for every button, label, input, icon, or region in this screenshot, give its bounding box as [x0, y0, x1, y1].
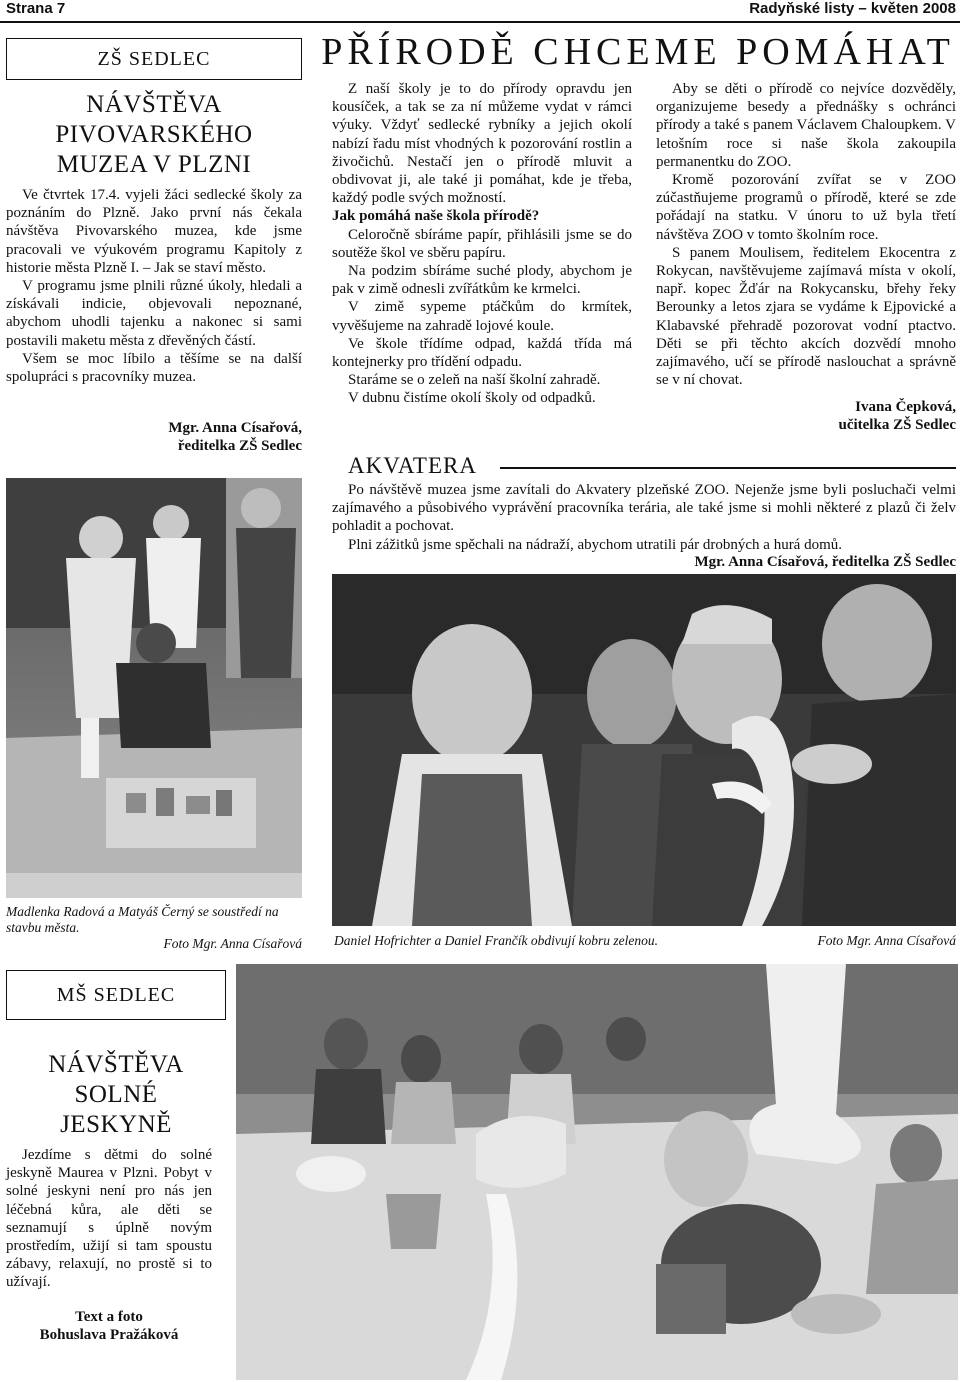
salt-cave-credit-line: Bohuslava Pražáková: [39, 1327, 179, 1343]
museum-photo: [6, 478, 302, 898]
salt-cave-body: [6, 1146, 212, 1292]
snake-photo-credit: Foto Mgr. Anna Císařová: [817, 933, 956, 948]
salt-cave-title-line: JESKYNĚ: [60, 1111, 172, 1138]
museum-signature-name: Mgr. Anna Císařová,: [168, 420, 302, 436]
ms-sedlec-label-box: [6, 970, 226, 1020]
salt-cave-title-line: NÁVŠTĚVA: [48, 1051, 184, 1078]
page-number: Strana 7: [6, 0, 66, 17]
nature-paragraph: V dubnu čistíme okolí školy od odpadků.: [348, 390, 596, 407]
nature-paragraph: Kromě pozorování zvířat se v ZOO zúčastňujeme programů o přírodě, které se zde pořádají na statku. V únoru to už byla třetí návštěva ZOO v tomto školním roce.: [656, 172, 956, 243]
nature-signature-name: Ivana Čepková,: [855, 399, 956, 415]
museum-title-line: MUZEA V PLZNI: [56, 151, 252, 178]
ms-sedlec-label: MŠ SEDLEC: [56, 983, 176, 1006]
nature-paragraph: Aby se děti o přírodě co nejvíce dozvěděly, organizujeme besedy a přednášky s ochránci přírody a také s panem Václavem Chaloupkem. V letošním roce si naše škola zakoupila permanentku do ZOO.: [656, 81, 956, 170]
akvatera-heading: AKVATERA: [348, 453, 477, 478]
museum-caption-text: Madlenka Radová a Matyáš Černý se soustředí na stavbu města.: [6, 904, 279, 935]
zs-sedlec-label: ZŠ SEDLEC: [97, 47, 211, 70]
publication-title: Radyňské listy – květen 2008: [749, 0, 956, 17]
snake-caption-text: Daniel Hofrichter a Daniel Frančík obdivují kobru zelenou.: [334, 933, 658, 948]
salt-cave-photo: [236, 964, 958, 1380]
salt-cave-paragraph: Jezdíme s dětmi do solné jeskyně Maurea v Plzni. Pobyt v solné jeskyni není pro nás jen léčebná kůra, ale děti se seznamují s úplně novým prostředím, užijí si tam spoustu zábavy, relaxují, no prostě si to užívají.: [6, 1147, 212, 1291]
nature-paragraph: Na podzim sbíráme suché plody, abychom je pak v zimě odnesli zvířátkům ke krmelci.: [332, 263, 632, 298]
museum-title-line: PIVOVARSKÉHO: [55, 121, 253, 148]
nature-paragraph: Z naší školy je to do přírody opravdu jen kousíček, a tak se za ní můžeme vydat v rámci výuky. Vždyť sedlecké rybníky a jejich okolí nabízí řadu míst vhodných k pozorování rostlin a živočichů. Nestačí jen o přírodě mluvit a obdivovat ji, ale také ji pomáhat, kde je třeba, každý podle svých možností.: [332, 81, 632, 207]
akvatera-heading-rule: [500, 467, 956, 469]
museum-paragraph: V programu jsme plnili různé úkoly, hledali a získávali indicie, objevovali nepoznané, abychom uhodli tajenku a nakonec si sami postavili maketu města z dřevěných částí.: [6, 278, 302, 349]
nature-signature-role: učitelka ZŠ Sedlec: [838, 417, 956, 433]
akvatera-body: [332, 481, 956, 554]
museum-signature-role: ředitelka ZŠ Sedlec: [177, 438, 302, 454]
snake-photo-caption: [334, 933, 956, 949]
nature-subheading: Jak pomáhá naše škola přírodě?: [332, 208, 540, 225]
akvatera-signature: Mgr. Anna Císařová, ředitelka ZŠ Sedlec: [694, 554, 956, 570]
nature-paragraph: Ve škole třídíme odpad, každá třída má kontejnerky pro třídění odpadu.: [332, 335, 632, 371]
nature-paragraph: V zimě sypeme ptáčkům do krmítek, vyvěšujeme na zahradě lojové koule.: [332, 299, 632, 334]
museum-paragraph: Ve čtvrtek 17.4. vyjeli žáci sedlecké školy za poznáním do Plzně. Jako první nás čekala návštěva Pivovarského muzea, kde jsme pracovali ve výukovém programu Kapitoly z historie města Plzně I. – Jak se staví město.: [6, 187, 302, 276]
museum-photo-credit: Foto Mgr. Anna Císařová: [163, 936, 302, 951]
salt-cave-credit: [6, 1308, 212, 1344]
museum-title-line: NÁVŠTĚVA: [86, 91, 222, 118]
nature-column-2: [656, 80, 956, 389]
museum-photo-caption: [6, 904, 302, 952]
museum-paragraph: Všem se moc líbilo a těšíme se na další spolupráci s pracovníky muzea.: [6, 350, 302, 386]
nature-paragraph: S panem Moulisem, ředitelem Ekocentra z Rokycan, navštěvujeme zajímavá místa v okolí, např. kopec Žďár na Rokycansku, břehy řeky Berounky a letos zjara se vydáme k Ejpovické a Klabavské přehradě pozorovat vodní ptactvo. Děti se při těchto akcích dozvědí mnoho zajímavého, učí se přírodě naslouchat a správně se v ní chovat.: [656, 244, 956, 389]
snake-photo: [332, 574, 956, 926]
nature-paragraph: Celoročně sbíráme papír, přihlásili jsme se do soutěže škol ve sběru papíru.: [332, 226, 632, 261]
header-divider: [0, 21, 960, 23]
museum-article-body: [6, 186, 302, 386]
salt-cave-title: [6, 1050, 226, 1140]
nature-article-title: PŘÍRODĚ CHCEME POMÁHAT: [321, 31, 955, 73]
salt-cave-title-line: SOLNÉ: [74, 1081, 158, 1108]
akvatera-paragraph: Po návštěvě muzea jsme zavítali do Akvatery plzeňské ZOO. Nejenže jsme byli posluchači velmi zajímavého a působivého vyprávění pracovníka terária, ale také jsme si mohli některé z plazů či želv pohladit a pochovat.: [332, 482, 956, 535]
salt-cave-credit-line: Text a foto: [75, 1309, 143, 1325]
akvatera-paragraph: Plni zážitků jsme spěchali na nádraží, abychom utratili pár drobných a hurá domů.: [348, 536, 843, 553]
nature-paragraph: Staráme se o zeleň na naší školní zahradě.: [348, 372, 601, 389]
museum-article-title: [6, 90, 302, 180]
nature-column-1: [332, 80, 632, 408]
zs-sedlec-label-box: [6, 38, 302, 80]
nature-signature: [656, 398, 956, 434]
museum-signature: [6, 419, 302, 455]
